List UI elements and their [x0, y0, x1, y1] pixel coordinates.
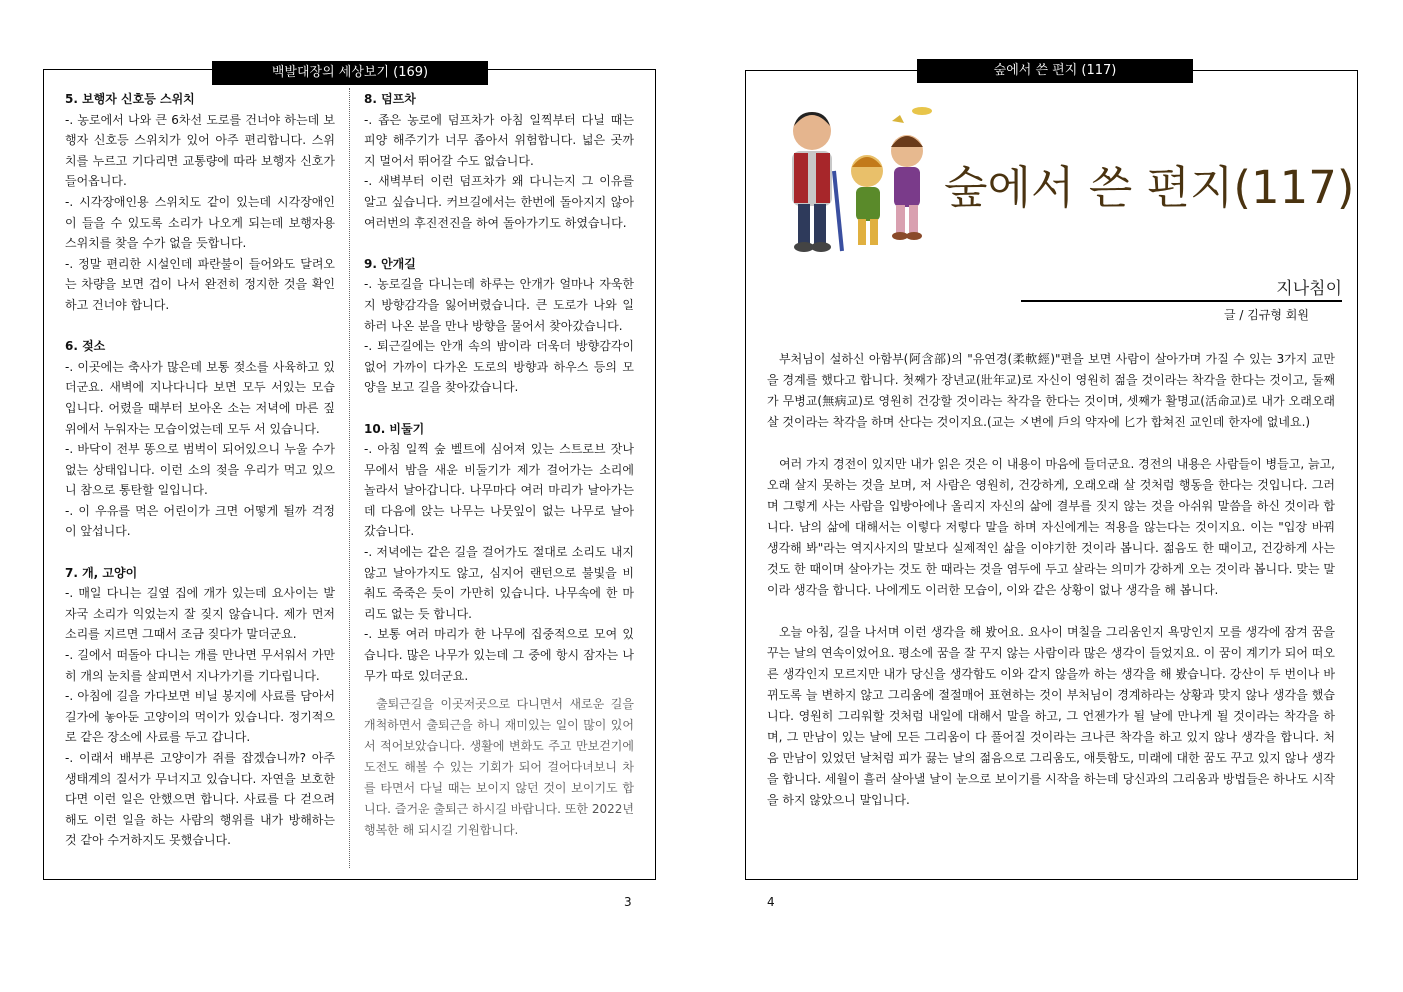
section-title: 7. 개, 고양이 [65, 565, 138, 580]
page-number: 4 [767, 895, 775, 909]
left-column [65, 89, 335, 851]
section-paragraph: -. 새벽부터 이런 덤프차가 왜 다니는지 그 이유를 알고 싶습니다. 커브길에서는 한번에 돌아지지 않아 여러번의 후진전진을 하여 돌아가기도 하였습니다. [364, 174, 634, 230]
section-paragraph: -. 아침에 길을 가다보면 비닐 봉지에 사료를 담아서 길가에 놓아둔 고양이의 먹이가 있습니다. 정기적으로 같은 장소에 사료를 두고 갑니다. [65, 689, 335, 745]
page-4 [745, 63, 1358, 880]
page-3-banner: 백발대장의 세상보기 (169) [212, 61, 488, 85]
page-number: 3 [624, 895, 632, 909]
section-paragraph: -. 바닥이 전부 똥으로 범벅이 되어있으니 누울 수가 없는 상태입니다. 이런 소의 젖을 우리가 먹고 있으니 참으로 통탄할 일입니다. [65, 442, 335, 498]
right-column [364, 89, 634, 841]
article-paragraph: 부처님이 설하신 아함부(阿含部)의 "유연경(柔軟經)"편을 보면 사람이 살아가며 가질 수 있는 3가지 교만을 경계를 했다고 합니다. 첫째가 장년교(壯年교)로 자신이 영원히 젊을 것이라는 착각을 한다는 것이고, 둘째가 무병교(無病교)로 영원히 건강할 것이라는 착각을 한다는 것이며, 셋째가 활명교(活命교)로 내가 오래오래 살 것이라는 착각을 하며 산다는 것이지요.(교는 㐅변에 戶의 약자에 匕가 합쳐진 교인데 한자에 없네요.) [767, 352, 1335, 429]
article-paragraph: 여러 가지 경전이 있지만 내가 읽은 것은 이 내용이 마음에 들더군요. 경전의 내용은 사람들이 병들고, 늙고, 오래 살지 못하는 것을 보며, 저 사람은 영원히, 건강하게, 오래오래 살 것처럼 행동을 한다는 것입니다. 그러며 그렇게 사는 사람을 입방아에나 올리지 자신의 삶에 결부를 짓지 않는 것을 아쉬워 말씀을 하신 것이라 합니다. 남의 삶에 대해서는 이렇다 저렇다 말을 하며 자신에게는 적용을 않는다는 것이지요. 이는 "입장 바꿔 생각해 봐"라는 역지사지의 말보다 실제적인 삶을 이야기한 것이라 봅니다. 젊음도 한 때이고, 건강하게 사는 것도 한 때이며 살아가는 것도 한 때라는 것을 염두에 두고 살라는 의미가 강하게 오는 것이라 봅니다. 맞는 말이라 생각을 합니다. 나에게도 이러한 모습이, 이와 같은 상황이 없나 생각을 해 봅니다. [767, 457, 1335, 597]
section-paragraph: -. 좁은 농로에 덤프차가 아침 일찍부터 다닐 때는 피양 해주기가 너무 좁아서 위험합니다. 넓은 곳까지 멀어서 뛰어갈 수도 없습니다. [364, 112, 634, 168]
article-subtitle: 지나침이 [1276, 279, 1342, 299]
section-title: 6. 젖소 [65, 339, 106, 354]
section-paragraph: -. 이래서 배부른 고양이가 쥐를 잡겠습니까? 아주 생태계의 질서가 무너지고 있습니다. 자연을 보호한다면 이런 일은 안했으면 합니다. 사료를 다 걷으려 해도 이런 일을 하는 사람의 행위를 내가 방해하는 것 같아 수거하지도 못했습니다. [65, 751, 335, 848]
section-gap [364, 398, 634, 419]
article-body [767, 349, 1335, 832]
page-title: 숲에서 쓴 편지(117) [944, 161, 1355, 214]
section-paragraph: -. 퇴근길에는 안개 속의 밤이라 더욱더 방향감각이 없어 가까이 다가온 도로의 방향과 하우스 등의 모양을 보고 길을 찾아갔습니다. [364, 339, 634, 395]
section-paragraph: -. 농로에서 나와 큰 6차선 도로를 건너야 하는데 보행자 신호등 스위치가 있어 아주 편리합니다. 스위치를 누르고 기다리면 교통량에 따라 보행자 신호가 들어옵니다. [65, 112, 335, 189]
section-paragraph: -. 이곳에는 축사가 많은데 보통 젖소를 사육하고 있더군요. 새벽에 지나다니다 보면 모두 서있는 모습입니다. 어렸을 때부터 보아온 소는 저녁에 마른 짚위에서 누워자는 모습이었는데 모두 서 있습니다. [65, 359, 335, 436]
section-paragraph: -. 농로길을 다니는데 하루는 안개가 얼마나 자욱한지 방향감각을 잃어버렸습니다. 큰 도로가 나와 일하러 나온 분을 만나 방향을 물어서 찾아갔습니다. [364, 277, 634, 333]
section-paragraph: -. 아침 일찍 숲 벨트에 심어져 있는 스트로브 잣나무에서 밤을 새운 비둘기가 제가 걸어가는 소리에 놀라서 날아갑니다. 나무마다 여러 마리가 날아가는데 다음에 앉는 나무는 나뭇잎이 없는 나무로 날아갔습니다. [364, 442, 634, 539]
section-title: 8. 덤프차 [364, 92, 416, 106]
section-paragraph: -. 매일 다니는 길옆 집에 개가 있는데 요사이는 발자국 소리가 익었는지 잘 짖지 않습니다. 제가 먼저 소리를 지르면 그때서 조금 짖다가 말더군요. [65, 586, 335, 642]
section-title: 10. 비둘기 [364, 421, 425, 436]
closing-note: 출퇴근길을 이곳저곳으로 다니면서 새로운 길을 개척하면서 출퇴근을 하니 재미있는 일이 많이 있어서 적어보았습니다. 생활에 변화도 주고 만보걷기에 도전도 해볼 수 있는 기회가 되어 걸어다녀보니 차를 타면서 다닐 때는 보이지 않던 것이 보이기도 합니다. 즐거운 출퇴근 하시길 바랍니다. 또한 2022년 행복한 해 되시길 기원합니다. [364, 697, 634, 838]
subtitle-rule [1021, 300, 1342, 302]
section-paragraph: -. 정말 편리한 시설인데 파란불이 들어와도 달려오는 차량을 보면 겁이 나서 완전히 정지한 것을 확인하고 건너야 합니다. [65, 256, 335, 312]
section-paragraph: -. 길에서 떠돌아 다니는 개를 만나면 무서워서 가만히 개의 눈치를 살피면서 지나가기를 기다립니다. [65, 648, 335, 683]
article-paragraph: 오늘 아침, 길을 나서며 이런 생각을 해 봤어요. 요사이 며칠을 그리움인지 욕망인지 모를 생각에 잠겨 꿈을 꾸는 날의 연속이었어요. 평소에 꿈을 잘 꾸지 않는 사람이라 많은 생각이 들었지요. 이 꿈이 계기가 되어 떠오른 생각인지 모르지만 내가 당신을 생각함도 이와 같지 않을까 하는 생각을 해 봤습니다. 강산이 두 번이나 바뀌도록 늘 변하지 않고 그리움에 절절매어 표현하는 것이 부처님이 경계하라는 상황과 맞지 않나 생각을 했습니다. 영원히 그리워할 것처럼 내일에 대해서 말을 하고, 그 언젠가가 될 날에 만나게 될 것이라는 착각을 하며, 그 만남이 있는 날에 모든 그리움이 다 풀어질 것이라는 크나큰 착각을 하고 있지 않나 생각을 합니다. 처음 만남이 있었던 날처럼 피가 끓는 날의 젊음으로 그리움도, 애틋함도, 미래에 대한 꿈도 꾸고 있지 않나 생각을 합니다. 세월이 흘러 살아낼 날이 눈으로 보이기를 시작을 하는데 당신과의 그리움과 방법들은 하나도 시작을 하지 않았으니 말입니다. [767, 625, 1335, 807]
section-gap [65, 316, 335, 337]
section-paragraph: -. 이 우유를 먹은 어린이가 크면 어떻게 될까 걱정이 앞섭니다. [65, 503, 335, 539]
page-3 [43, 65, 656, 880]
section-paragraph: -. 시각장애인용 스위치도 같이 있는데 시각장애인이 들을 수 있도록 소리가 나오게 되는데 보행자용 스위치를 찾을 수가 없을 듯합니다. [65, 194, 335, 251]
page-4-banner: 숲에서 쓴 편지 (117) [917, 59, 1193, 83]
section-title: 9. 안개길 [364, 256, 416, 271]
section-gap [364, 233, 634, 254]
section-paragraph: -. 저녁에는 같은 길을 걸어가도 절대로 소리도 내지 않고 날아가지도 않고, 심지어 랜턴으로 불빛을 비춰도 죽죽은 듯이 가만히 있습니다. 나무속에 한 마리도 없는 듯 합니다. [364, 545, 634, 621]
section-gap [65, 542, 335, 563]
family-illustration [772, 101, 942, 264]
author-line: 글 / 김규형 회원 [1223, 308, 1309, 322]
column-divider [349, 88, 350, 868]
section-paragraph: -. 보통 여러 마리가 한 나무에 집중적으로 모여 있습니다. 많은 나무가 있는데 그 중에 항시 잠자는 나무가 따로 있더군요. [364, 627, 634, 683]
section-title: 5. 보행자 신호등 스위치 [65, 92, 195, 106]
